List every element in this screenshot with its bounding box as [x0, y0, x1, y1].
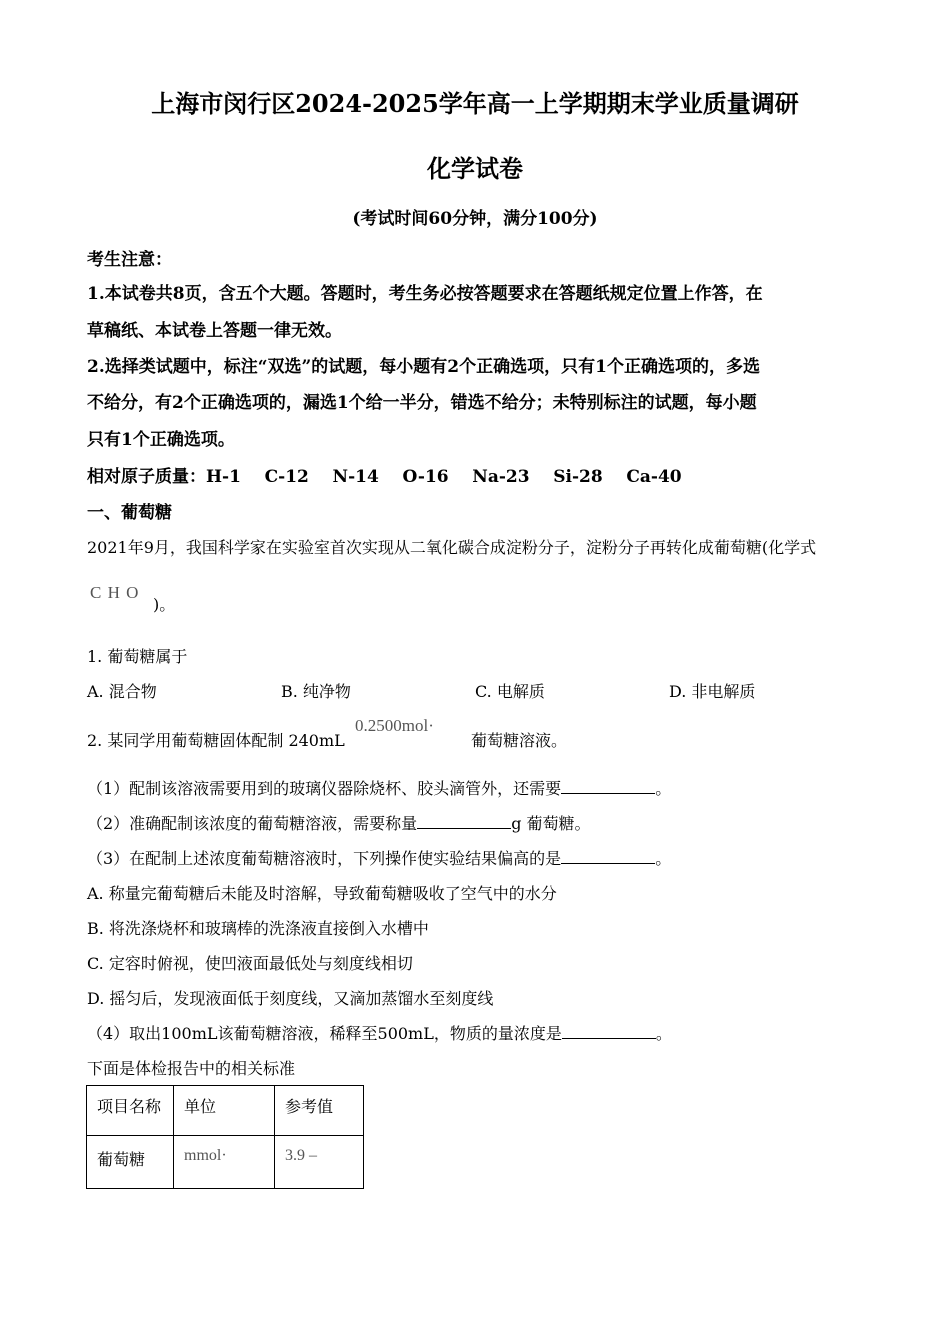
section-heading: 一、葡萄糖 [87, 503, 172, 523]
notice-item-2-line-2: 不给分，有2个正确选项的，漏选1个给一半分，错选不给分；未特别标注的试题，每小题 [87, 393, 757, 413]
answer-blank[interactable] [417, 814, 511, 829]
glucose-formula-image: C H O [90, 583, 140, 602]
table-cell-unit: mmol· [174, 1136, 275, 1189]
question-2-sub-4 [87, 1021, 672, 1044]
answer-blank[interactable] [562, 1024, 656, 1039]
atomic-mass-list: 相对原子质量：H-1 C-12 N-14 O-16 Na-23 Si-28 Ca-40 [87, 467, 682, 487]
table-cell-reference: 3.9 – [275, 1136, 364, 1189]
question-1-option-d: D. 非电解质 [669, 682, 756, 701]
question-2-sub-3-text: （3）在配制上述浓度葡萄糖溶液时，下列操作使实验结果偏高的是 [87, 849, 562, 868]
notice-item-2-line-1: 2.选择类试题中，标注“双选”的试题，每小题有2个正确选项，只有1个正确选项的，多选 [87, 357, 760, 377]
notice-item-1-line-2: 草稿纸、本试卷上答题一律无效。 [87, 321, 342, 341]
question-2-sub-2-end: g 葡萄糖。 [511, 814, 591, 833]
answer-blank[interactable] [561, 849, 655, 864]
notice-item-2-line-3: 只有1个正确选项。 [87, 430, 235, 450]
question-2-stem: 2. 某同学用葡萄糖固体配制 240mL [87, 731, 345, 750]
question-2-sub-1 [87, 776, 671, 799]
question-1-option-c: C. 电解质 [475, 682, 545, 701]
question-2-sub-2-text: （2）准确配制该浓度的葡萄糖溶液，需要称量 [87, 814, 418, 833]
page-subject: 化学试卷 [427, 154, 523, 183]
question-1-option-a: A. 混合物 [87, 682, 157, 701]
question-2-sub-3-option-d: D. 摇匀后，发现液面低于刻度线，又滴加蒸馏水至刻度线 [87, 989, 494, 1008]
notice-heading: 考生注意： [87, 250, 172, 270]
question-2-sub-3 [87, 846, 671, 869]
question-2-sub-1-text: （1）配制该溶液需要用到的玻璃仪器除烧杯、胶头滴管外，还需要 [87, 779, 562, 798]
question-2-sub-4-text: （4）取出100mL该葡萄糖溶液，稀释至500mL，物质的量浓度是 [87, 1024, 562, 1043]
table-header-unit: 单位 [174, 1086, 275, 1136]
table-intro: 下面是体检报告中的相关标准 [87, 1059, 296, 1078]
notice-item-1-line-1: 1.本试卷共8页，含五个大题。答题时，考生务必按答题要求在答题纸规定位置上作答，在 [87, 284, 763, 304]
question-2-sub-2 [87, 811, 591, 834]
table-row [87, 1086, 364, 1136]
question-2-sub-3-option-c: C. 定容时俯视，使凹液面最低处与刻度线相切 [87, 954, 413, 973]
concentration-image: 0.2500mol· [355, 716, 434, 735]
reference-table [86, 1085, 364, 1189]
table-row [87, 1136, 364, 1189]
question-1-stem: 1. 葡萄糖属于 [87, 647, 188, 666]
section-intro-line-2-end: )。 [153, 595, 176, 614]
question-2-sub-3-end: 。 [655, 849, 672, 868]
question-1-option-b: B. 纯净物 [281, 682, 351, 701]
page-title: 上海市闵行区2024-2025学年高一上学期期末学业质量调研 [151, 89, 799, 118]
question-2-sub-1-end: 。 [655, 779, 672, 798]
question-2-sub-3-option-b: B. 将洗涤烧杯和玻璃棒的洗涤液直接倒入水槽中 [87, 919, 429, 938]
question-2-sub-3-option-a: A. 称量完葡萄糖后未能及时溶解，导致葡萄糖吸收了空气中的水分 [87, 884, 557, 903]
question-2-stem-end: 葡萄糖溶液。 [471, 731, 568, 750]
section-intro-line-1: 2021年9月，我国科学家在实验室首次实现从二氧化碳合成淀粉分子，淀粉分子再转化成葡萄糖(化学式 [87, 538, 817, 557]
exam-info: (考试时间60分钟，满分100分) [352, 209, 598, 229]
answer-blank[interactable] [561, 779, 655, 794]
table-header-item: 项目名称 [87, 1086, 174, 1136]
table-cell-item: 葡萄糖 [87, 1136, 174, 1189]
question-2-sub-4-end: 。 [655, 1024, 672, 1043]
table-header-reference: 参考值 [275, 1086, 364, 1136]
